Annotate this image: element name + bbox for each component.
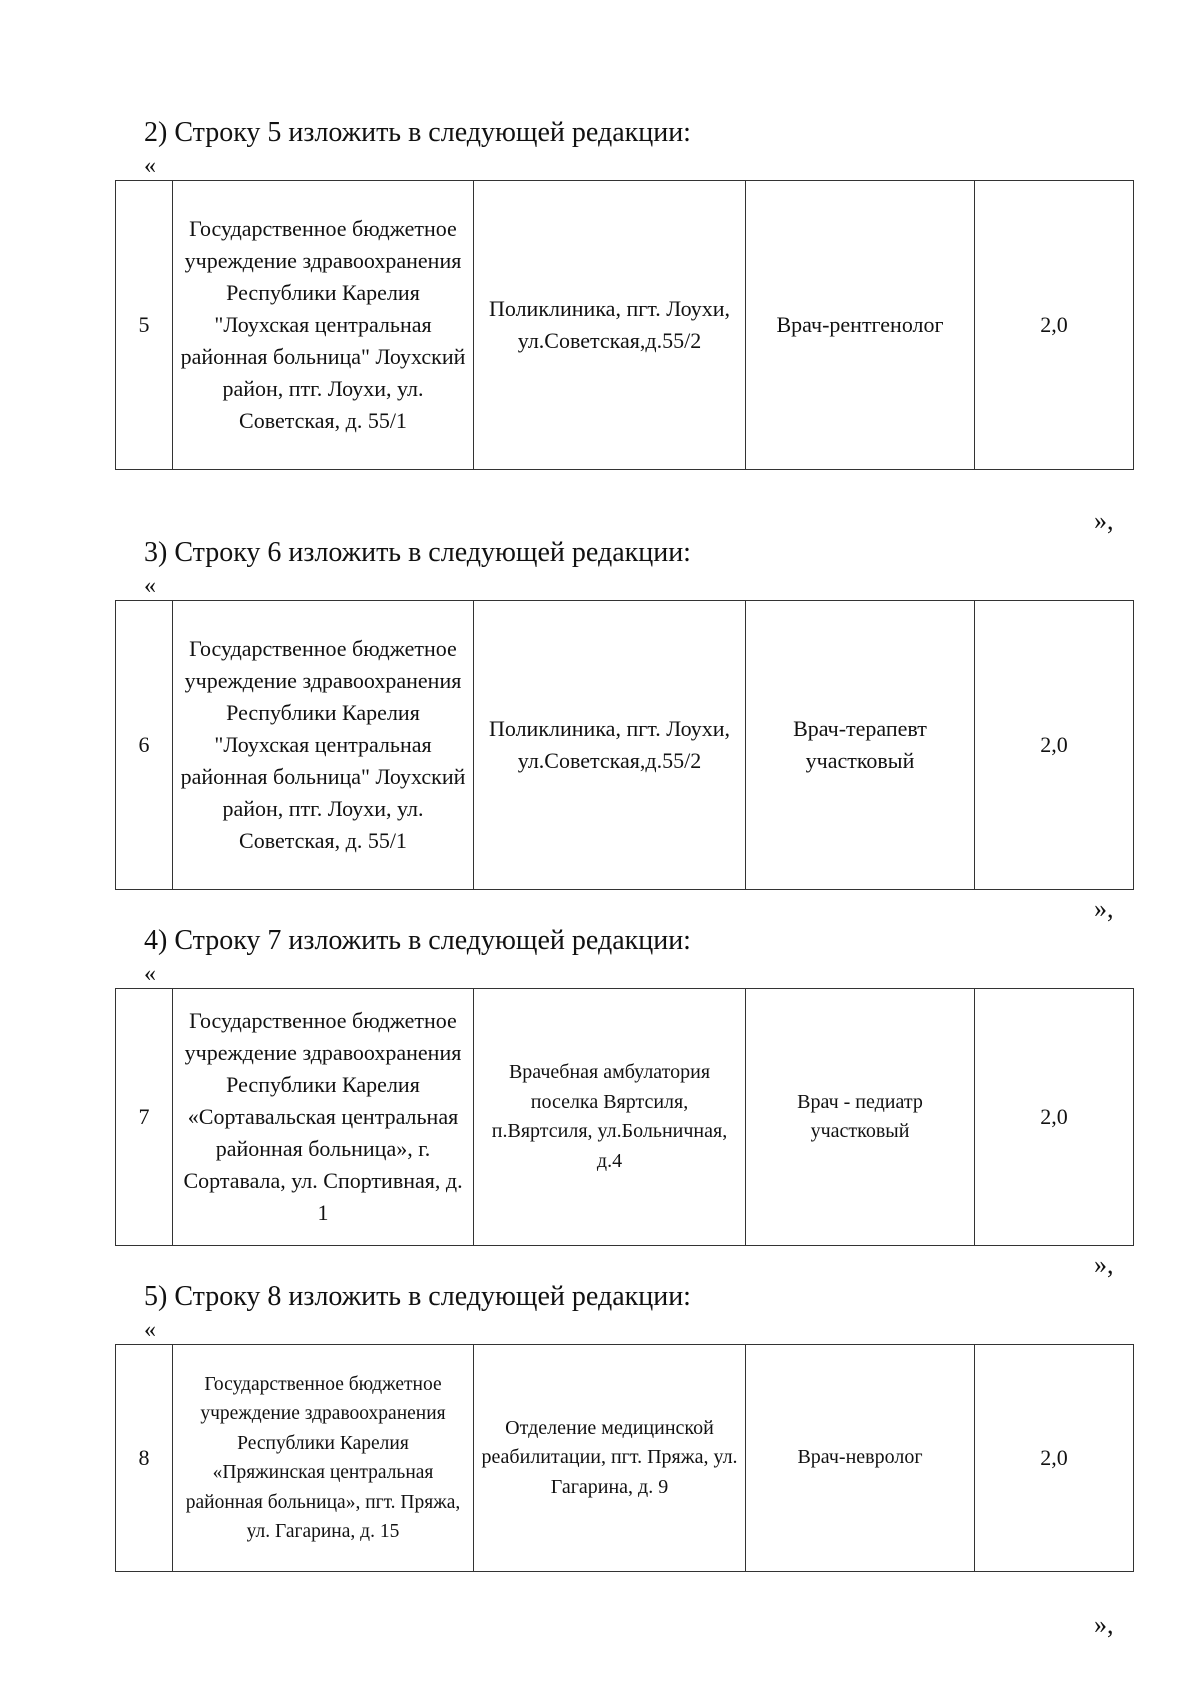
position-cell: Врач-невролог xyxy=(746,1345,975,1572)
table-row xyxy=(116,989,1134,1246)
row-number: 6 xyxy=(116,601,173,890)
position-cell: Врач-терапевт участковый xyxy=(746,601,975,890)
row-number: 8 xyxy=(116,1345,173,1572)
rate-cell: 2,0 xyxy=(975,181,1134,470)
rate-cell: 2,0 xyxy=(975,1345,1134,1572)
facility-cell: Поликлиника, пгт. Лоухи, ул.Советская,д.55/2 xyxy=(474,181,746,470)
close-quote: », xyxy=(1094,1610,1114,1639)
position-cell: Врач-рентгенолог xyxy=(746,181,975,470)
close-quote: », xyxy=(1094,1250,1114,1279)
organization-cell: Государственное бюджетное учреждение здравоохранения Республики Карелия "Лоухская центральная районная больница" Лоухский район, птг. Лоухи, ул. Советская, д. 55/1 xyxy=(173,181,474,470)
table-row xyxy=(116,181,1134,470)
replacement-row-table xyxy=(115,180,1134,470)
close-quote: », xyxy=(1094,506,1114,535)
section-heading: 3) Строку 6 изложить в следующей редакции: xyxy=(144,537,691,568)
replacement-row-table xyxy=(115,988,1134,1246)
replacement-row-table xyxy=(115,600,1134,890)
organization-cell: Государственное бюджетное учреждение здравоохранения Республики Карелия "Лоухская центральная районная больница" Лоухский район, птг. Лоухи, ул. Советская, д. 55/1 xyxy=(173,601,474,890)
section-heading: 2) Строку 5 изложить в следующей редакции: xyxy=(144,117,691,148)
row-number: 5 xyxy=(116,181,173,470)
open-quote: « xyxy=(144,153,156,179)
facility-cell: Отделение медицинской реабилитации, пгт. Пряжа, ул. Гагарина, д. 9 xyxy=(474,1345,746,1572)
position-cell: Врач - педиатр участковый xyxy=(746,989,975,1246)
replacement-row-table xyxy=(115,1344,1134,1572)
rate-cell: 2,0 xyxy=(975,601,1134,890)
organization-cell: Государственное бюджетное учреждение здравоохранения Республики Карелия «Пряжинская центральная районная больница», пгт. Пряжа, ул. Гагарина, д. 15 xyxy=(173,1345,474,1572)
table-row xyxy=(116,601,1134,890)
open-quote: « xyxy=(144,1317,156,1343)
open-quote: « xyxy=(144,573,156,599)
table-row xyxy=(116,1345,1134,1572)
open-quote: « xyxy=(144,961,156,987)
row-number: 7 xyxy=(116,989,173,1246)
rate-cell: 2,0 xyxy=(975,989,1134,1246)
facility-cell: Поликлиника, пгт. Лоухи, ул.Советская,д.55/2 xyxy=(474,601,746,890)
section-heading: 4) Строку 7 изложить в следующей редакции: xyxy=(144,925,691,956)
close-quote: », xyxy=(1094,894,1114,923)
section-heading: 5) Строку 8 изложить в следующей редакции: xyxy=(144,1281,691,1312)
organization-cell: Государственное бюджетное учреждение здравоохранения Республики Карелия «Сортавальская центральная районная больница», г. Сортавала, ул. Спортивная, д. 1 xyxy=(173,989,474,1246)
facility-cell: Врачебная амбулатория поселка Вяртсиля, п.Вяртсиля, ул.Больничная, д.4 xyxy=(474,989,746,1246)
